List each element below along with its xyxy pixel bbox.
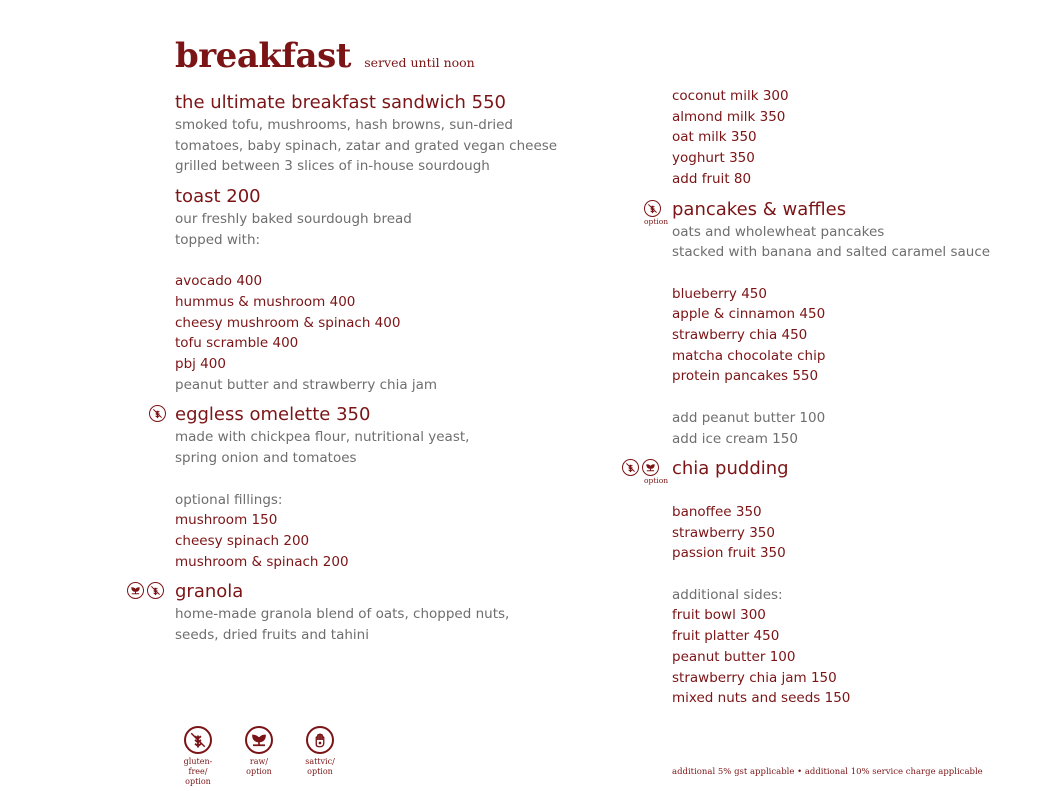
legend-gluten-free xyxy=(175,726,221,787)
menu-item: blueberry 450 xyxy=(672,285,767,302)
footer-note: additional 5% gst applicable • additional 10% service charge applicable xyxy=(672,767,983,777)
legend-raw xyxy=(236,726,282,787)
menu-item: strawberry chia 450 xyxy=(672,327,808,344)
gluten-free-icon xyxy=(149,405,166,422)
menu-item: pbj 400 xyxy=(175,356,226,373)
section-granola xyxy=(175,580,595,645)
menu-item: banoffee 350 xyxy=(672,503,762,520)
legend-label: gluten-free/ option xyxy=(183,757,213,786)
legend-label: raw/ option xyxy=(246,757,272,776)
description-line: seeds, dried fruits and tahini xyxy=(175,627,369,644)
section-pancakes xyxy=(644,198,1032,450)
section-title: granola xyxy=(175,581,244,603)
legend-label: sattvic/ option xyxy=(305,757,335,776)
addon-line: add peanut butter 100 xyxy=(672,409,826,426)
dietary-icons xyxy=(644,200,661,217)
menu-item: strawberry chia jam 150 xyxy=(672,669,837,686)
menu-item: mixed nuts and seeds 150 xyxy=(672,690,851,707)
gluten-free-icon xyxy=(184,726,212,754)
menu-item: apple & cinnamon 450 xyxy=(672,306,826,323)
section-title: the ultimate breakfast sandwich 550 xyxy=(175,92,506,113)
raw-icon xyxy=(245,726,273,754)
section-sandwich xyxy=(175,91,595,177)
menu-item: peanut butter 100 xyxy=(672,648,796,665)
dietary-icons xyxy=(127,582,164,599)
legend-sattvic xyxy=(297,726,343,787)
menu-item: mushroom 150 xyxy=(175,512,278,529)
sides-label: additional sides: xyxy=(672,586,783,603)
menu-item: mushroom & spinach 200 xyxy=(175,553,349,570)
menu-item: matcha chocolate chip xyxy=(672,347,826,364)
description-line: stacked with banana and salted caramel sauce xyxy=(672,244,991,261)
menu-item: coconut milk 300 xyxy=(672,88,789,104)
menu-item: hummus & mushroom 400 xyxy=(175,293,356,310)
menu-item: cheesy mushroom & spinach 400 xyxy=(175,314,401,331)
section-omelette xyxy=(175,403,595,572)
menu-item: fruit bowl 300 xyxy=(672,607,766,624)
section-title: eggless omelette 350 xyxy=(175,404,371,426)
menu-item: protein pancakes 550 xyxy=(672,368,819,385)
section-milk-options xyxy=(672,86,1032,190)
menu-subtitle: served until noon xyxy=(364,55,475,70)
description-line: home-made granola blend of oats, chopped nuts, xyxy=(175,606,510,623)
menu-item: yoghurt 350 xyxy=(672,150,755,167)
menu-item: almond milk 350 xyxy=(672,108,786,125)
section-title: pancakes & waffles xyxy=(672,198,847,220)
gluten-free-icon xyxy=(147,582,164,599)
menu-item: passion fruit 350 xyxy=(672,545,786,562)
option-label: option xyxy=(644,476,669,486)
description-line: spring onion and tomatoes xyxy=(175,450,357,467)
description-line: made with chickpea flour, nutritional yeast, xyxy=(175,429,470,446)
section-title: chia pudding xyxy=(672,458,789,480)
menu-item: fruit platter 450 xyxy=(672,628,780,645)
right-column xyxy=(644,86,1032,709)
menu-item: avocado 400 xyxy=(175,273,263,290)
dietary-legend xyxy=(175,726,343,787)
sattvic-icon xyxy=(306,726,334,754)
menu-item: oat milk 350 xyxy=(672,129,757,146)
description-line: our freshly baked sourdough bread xyxy=(175,211,412,228)
description-line: oats and wholewheat pancakes xyxy=(672,223,885,240)
dietary-icons xyxy=(622,459,659,476)
page-title xyxy=(175,36,475,76)
menu-item: add fruit 80 xyxy=(672,170,752,187)
description-line: topped with: xyxy=(175,231,261,248)
menu-title: breakfast xyxy=(175,36,351,76)
dietary-icons xyxy=(149,405,166,422)
option-label: option xyxy=(644,216,669,226)
raw-icon xyxy=(127,582,144,599)
fillings-label: optional fillings: xyxy=(175,491,283,508)
description-line: tomatoes, baby spinach, zatar and grated vegan cheese xyxy=(175,137,558,154)
description-line: smoked tofu, mushrooms, hash browns, sun-dried xyxy=(175,117,513,133)
section-toast xyxy=(175,185,595,395)
item-note: peanut butter and strawberry chia jam xyxy=(175,376,438,393)
raw-icon xyxy=(642,459,659,476)
menu-item: tofu scramble 400 xyxy=(175,335,299,352)
addon-line: add ice cream 150 xyxy=(672,430,798,447)
gluten-free-icon xyxy=(622,459,639,476)
section-title: toast 200 xyxy=(175,186,261,208)
menu-item: strawberry 350 xyxy=(672,524,775,541)
description-line: grilled between 3 slices of in-house sourdough xyxy=(175,158,490,175)
gluten-free-icon xyxy=(644,200,661,217)
left-column xyxy=(175,91,595,646)
section-chia xyxy=(644,457,1032,709)
menu-item: cheesy spinach 200 xyxy=(175,532,310,549)
